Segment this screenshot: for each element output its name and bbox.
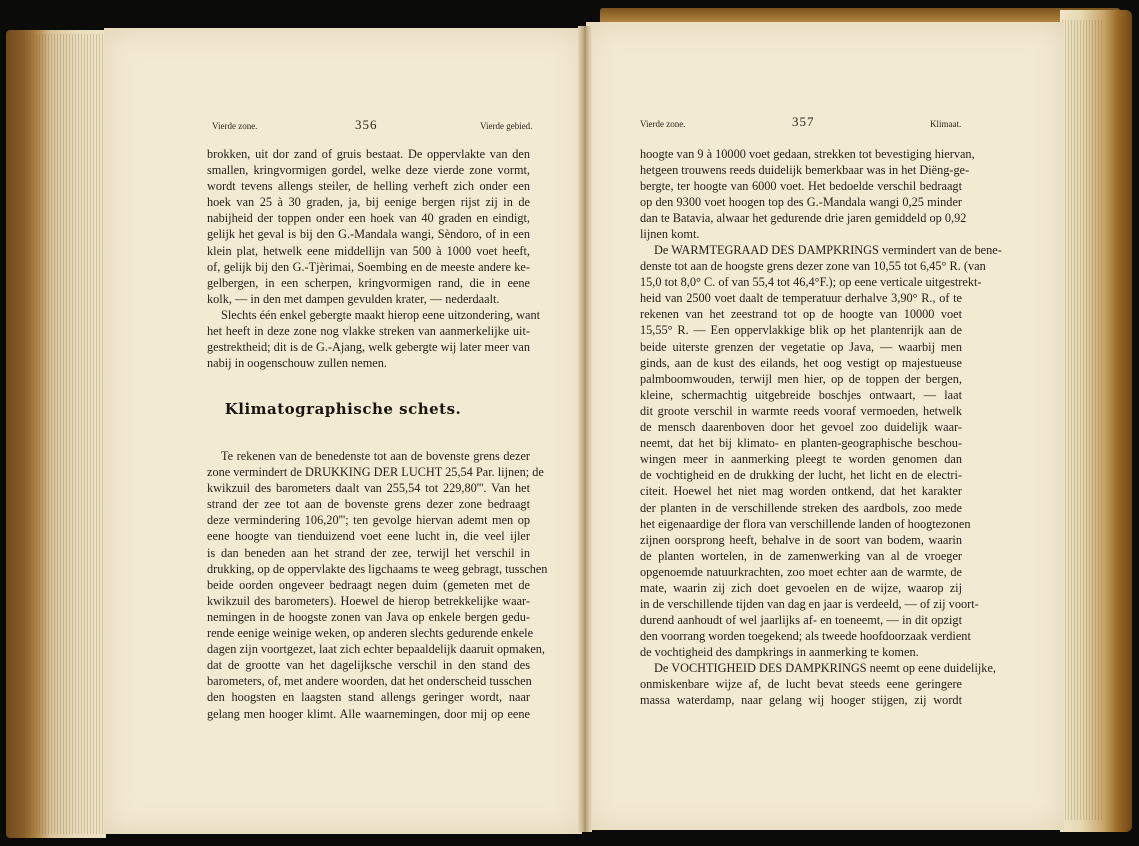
- text-line: hoek van 25 à 30 graden, ja, bij eenige bergen rijst zij in de: [207, 195, 530, 210]
- section-heading: Klimatographische schets.: [224, 400, 462, 418]
- text-line: kwikzuil des barometers). Hoewel de hierop betrekkelijke waar-: [207, 593, 530, 608]
- text-line: dan te Batavia, alwaar het gedurende drie jaren gemiddeld op 0,92: [640, 211, 967, 226]
- text-line: De WARMTEGRAAD DES DAMPKRINGS vermindert van de bene-: [654, 243, 1002, 257]
- right-page-number: 357: [792, 114, 815, 129]
- page-edges-left: [24, 34, 104, 834]
- text-line: rekenen van het zeestrand tot op de hoogte van 10000 voet: [640, 307, 962, 322]
- text-line: den voorrang worden toegekend; als tweede hoofdoorzaak verdient: [640, 629, 971, 644]
- text-line: gelang men hooger klimt. Alle waarnemingen, door mij op eene: [207, 706, 530, 721]
- left-page-number: 356: [355, 117, 378, 132]
- text-line: de vochtigheid en de drukking der lucht, het licht en de electri-: [640, 468, 962, 483]
- right-paragraph-1: [640, 146, 975, 243]
- text-line: dat de grootte van het dagelijksche verschil in den stand des: [207, 658, 530, 673]
- text-line: bergte, ter hoogte van 6000 voet. Het bedoelde verschil bedraagt: [640, 179, 962, 194]
- text-line: strand der zee tot aan de bovenste grens dezer zone bedraagt: [207, 497, 530, 512]
- text-line: barometers, of, met andere woorden, dat het onderscheid tusschen: [207, 674, 532, 689]
- text-line: massa waterdamp, naar gelang wij hooger stijgen, zij wordt: [640, 693, 962, 708]
- text-line: dagen zijn voortgezet, laat zich echter bepaaldelijk daaruit opmaken,: [207, 642, 546, 657]
- text-line: 15,0 tot 8,0° C. of van 55,4 tot 46,4°F.); op eene verticale uitgestrekt-: [640, 275, 982, 290]
- text-line: 15,55° R. — Een oppervlakkige blik op het plantenrijk aan de: [640, 323, 962, 338]
- text-line: Slechts één enkel gebergte maakt hierop eene uitzondering, want: [221, 308, 541, 322]
- text-line: heid van 2500 voet daalt de temperatuur derhalve 3,90° R., of te: [640, 291, 962, 306]
- text-line: is dan beneden aan het strand der zee, terwijl het verschil in: [207, 545, 530, 560]
- text-line: beide oorden ongeveer bedraagt negen duim (gemeten met de: [207, 577, 530, 592]
- left-paragraph-3: [207, 448, 548, 722]
- text-line: zone vermindert de DRUKKING DER LUCHT 25,54 Par. lijnen; de: [207, 465, 544, 480]
- text-line: de planten wortelen, in de zamenwerking van al de vroeger: [640, 548, 962, 563]
- text-line: klein plat, hetwelk eene middellijn van 500 à 1000 voet heeft,: [207, 243, 530, 258]
- text-line: de vochtigheid des dampkrings in aanmerking te komen.: [640, 645, 919, 660]
- left-paragraph-2: [207, 307, 541, 371]
- text-line: ginds, aan de kust des eilands, het oog vestigt op majestueuse: [640, 355, 962, 370]
- text-line: kolk, — in den met dampen gevulden krater, — nederdaalt.: [207, 291, 500, 306]
- text-line: rende eenige weinige weken, op anderen slechts gedurende enkele: [207, 626, 534, 641]
- page-edges-right: [1062, 20, 1102, 820]
- text-line: smallen, kringvormigen gordel, welke deze vierde zone vormt,: [207, 163, 530, 178]
- text-line: palmboomwouden, terwijl men hier, op de toppen der bergen,: [640, 371, 962, 386]
- right-running-head: Vierde zone.: [640, 119, 686, 129]
- left-running-head-right: Vierde gebied.: [480, 121, 533, 131]
- text-line: durend aanhoudt of wel jaarlijks af- en toeneemt, — in dit opzigt: [640, 613, 962, 628]
- text-line: of, gelijk bij den G.-Tjèrimai, Soembing en de meeste andere ke-: [207, 259, 530, 274]
- text-line: hetgeen trouwens reeds duidelijk bemerkbaar was in het Diëng-ge-: [640, 163, 970, 178]
- text-line: nabij in oogenschouw zullen nemen.: [207, 356, 387, 371]
- text-line: nabijheid der toppen onder een hoek van 40 graden en eindigt,: [207, 211, 530, 226]
- text-line: neemt, dat het bij klimato- en planten-geographische beschou-: [640, 436, 962, 451]
- text-line: het eigenaardige der flora van verschillende landen of hoogtezonen: [640, 516, 971, 531]
- text-line: drukking, op de oppervlakte des ligchaams te weeg gebragt, tusschen: [207, 561, 548, 576]
- text-line: de mensch daarenboven door het gevoel zoo duidelijk waar-: [640, 420, 962, 435]
- book-gutter: [578, 26, 592, 832]
- text-line: wingen meer in aanmerking pleegt te worden genomen dan: [640, 452, 962, 467]
- right-running-head-right: Klimaat.: [930, 119, 962, 129]
- text-line: eene hoogte van tienduizend voet eene lucht in, die veel ijler: [207, 529, 530, 544]
- text-line: denste tot aan de hoogste grens dezer zone van 10,55 tot 6,45° R. (van: [640, 259, 986, 274]
- text-line: zijnen oorsprong heeft, behalve in de soort van bodem, waarin: [640, 532, 962, 547]
- text-line: onmiskenbare wijze af, de lucht bevat steeds eene geringere: [640, 677, 962, 692]
- text-line: brokken, uit dor zand of gruis bestaat. De oppervlakte van den: [207, 147, 530, 161]
- left-paragraph-1: [207, 146, 530, 307]
- text-line: den hoogsten en laagsten stand allengs geringer wordt, naar: [207, 690, 530, 705]
- text-line: dit groote verschil in warmte reeds vooraf vermoeden, hetwelk: [640, 403, 962, 418]
- text-line: gelbergen, in een scherpen, kringvormigen rand, die in eene: [207, 275, 530, 290]
- text-line: De VOCHTIGHEID DES DAMPKRINGS neemt op eene duidelijke,: [654, 661, 996, 675]
- text-line: der planten in de verschillende streken des aardbols, zoo mede: [640, 500, 962, 515]
- text-line: op den 9300 voet hoogen top des G.-Mandala wangi 0,25 minder: [640, 195, 962, 210]
- left-running-head: Vierde zone.: [212, 121, 258, 131]
- text-line: wordt tevens allengs steiler, de helling verheft zich onder een: [207, 179, 530, 194]
- text-line: hoogte van 9 à 10000 voet gedaan, strekken tot bevestiging hiervan,: [640, 147, 975, 161]
- text-line: gestrektheid; dit is de G.-Ajang, welk gebergte wij later meer van: [207, 340, 530, 355]
- text-line: deze vermindering 106,20'''; ten gevolge hiervan ademt men op: [207, 513, 530, 528]
- right-paragraph-2: [640, 242, 1002, 660]
- text-line: mate, waarin zij zich doet gevoelen en de wijze, waarop zij: [640, 580, 962, 595]
- text-line: beide uiterste grenzen der vegetatie op Java, — waarbij men: [640, 339, 962, 354]
- text-line: lijnen komt.: [640, 227, 700, 242]
- text-line: nemingen in de hoogste zonen van Java op enkele bergen gedu-: [207, 609, 530, 624]
- text-line: opgenoemde natuurkrachten, zoo moet echter aan de warmte, de: [640, 564, 962, 579]
- text-line: het heeft in deze zone nog vlakke streken van aanmerkelijke uit-: [207, 324, 530, 339]
- right-paragraph-3: [640, 660, 996, 708]
- book-cover-top-edge: [600, 8, 1120, 22]
- text-line: citeit. Hoewel het niet mag worden ontkend, dat het karakter: [640, 484, 962, 499]
- text-line: gelijk het geval is bij den G.-Mandala wangi, Sèndoro, of in een: [207, 227, 530, 242]
- text-line: kwikzuil des barometers daalt van 255,54 tot 229,80'''. Van het: [207, 481, 530, 496]
- text-line: kleine, schermachtig uitgebreide boschjes ontwaart, — laat: [640, 387, 962, 402]
- text-line: Te rekenen van de benedenste tot aan de bovenste grens dezer: [221, 449, 530, 463]
- text-line: in de verschillende tijden van dag en jaar is verdeeld, — of zij voort-: [640, 597, 979, 612]
